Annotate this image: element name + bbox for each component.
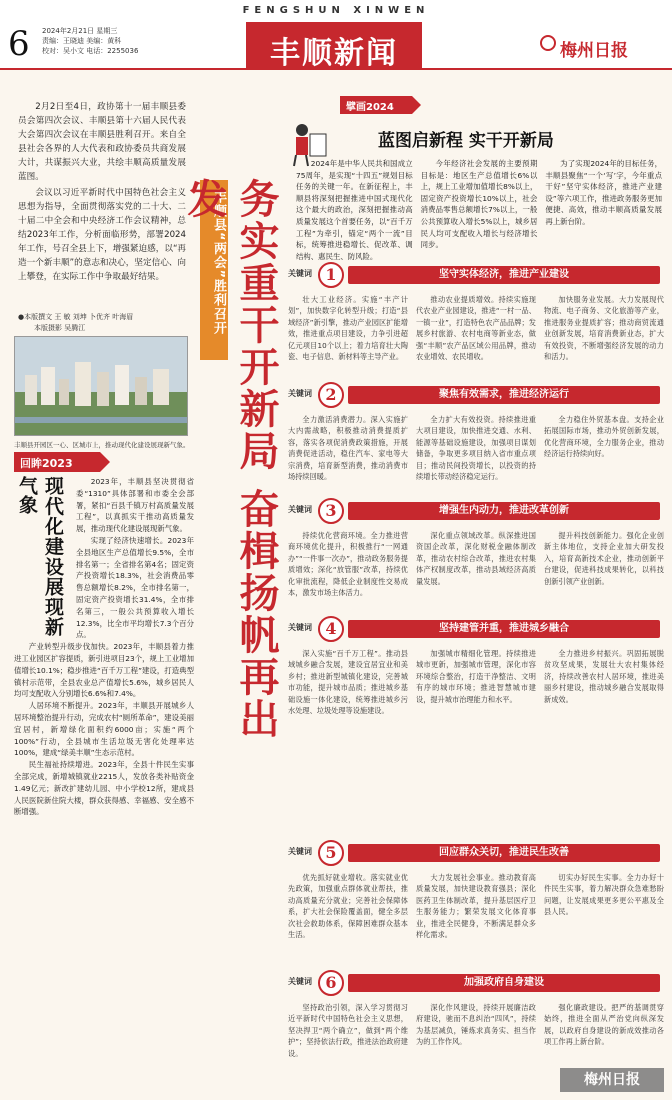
section-col: 全力推进乡村振兴。巩固拓展脱贫攻坚成果，发展壮大农村集体经济，持续改善农村人居环境，推进美丽乡村建设，推动城乡融合发展取得新成效。 <box>544 649 664 704</box>
section-title: 增强生内动力，推进改革创新 <box>439 505 569 516</box>
review-paragraph: 民生福祉持续增进。2023年，全县十件民生实事全部完成，新增城镇就业2215人，发放各类补贴资金1.49亿元；新改扩建幼儿园、中小学校12所，建成县人民医院新住院大楼，群众获得感、幸福感、安全感不断增强。 <box>14 760 194 817</box>
section-keyword: 关键词 <box>288 505 312 514</box>
intro-paragraph: 2月2日至4日，政协第十一届丰顺县委员会第四次会议、丰顺县第十六届人民代表大会第四次会议在丰顺县胜利召开。来自全县社会各界的人大代表和政协委员共商发展大计，共谋振兴大业，共绘丰顺高质量发展蓝图。 <box>18 102 186 182</box>
section-header <box>288 616 664 644</box>
section-col: 大力发展社会事业。推动教育高质量发展，加快建设教育强县；深化医药卫生体制改革，提升基层医疗卫生服务能力；繁荣发展文化体育事业，推进全民健身，不断满足群众多样化需求。 <box>416 873 536 940</box>
section-title-bar <box>348 502 660 520</box>
section-2 <box>288 382 664 498</box>
plan-title: 蓝图启新程 实干开新局 <box>378 131 554 151</box>
section-title: 回应群众关切，推进民生改善 <box>439 847 569 858</box>
section-4 <box>288 616 664 736</box>
section-col: 切实办好民生实事。全力办好十件民生实事，着力解决群众急难愁盼问题，让发展成果更多更公平惠及全县人民。 <box>544 873 664 917</box>
section-title: 丰顺新闻 <box>270 36 398 71</box>
section-title: 坚持建管并重，推进城乡融合 <box>439 623 569 634</box>
section-col: 推动农业提质增效。持续实施现代农业产业园建设，推进“一村一品、一镇一业”，打造特色农产品品牌；发展乡村旅游、农村电商等新业态，做强“丰顺”农产品区域公用品牌，推动农业增效、农民增收。 <box>416 295 536 362</box>
city-skyline-image <box>15 337 188 436</box>
section-header <box>288 970 664 998</box>
section-number: 4 <box>318 616 344 642</box>
section-title-box <box>246 22 422 71</box>
page-number: 6 <box>8 24 30 64</box>
section-number: 1 <box>318 262 344 288</box>
review-banner-arrow <box>100 452 110 472</box>
info-date: 2024年2月21日 星期三 <box>42 27 118 35</box>
plan-lead-col: 2024年是中华人民共和国成立75周年，是实现“十四五”规划目标任务的关键一年。在新征程上，丰顺县将深刻把握推进中国式现代化这个最大的政治，深刻把握推动高质量发展这个首要任务，以“百千万工程”为牵引，锚定“两个一流”目标，统筹推进稳增长、促改革、调结构、惠民生、防风险。 <box>296 159 413 261</box>
section-col: 加快服务业发展。大力发展现代物流、电子商务、文化旅游等产业，推进服务业提质扩容；推动商贸流通业创新发展，培育消费新业态，扩大有效投资，不断增强经济发展的动力和活力。 <box>544 295 664 362</box>
byline-photographer: 本版摄影 吴腾江 <box>34 324 86 332</box>
plan-lead-col: 为了实现2024年的目标任务，丰顺县聚焦“一个‘写’字，今年重点干好”坚守实体经济，推进产业建设”等六项工作，推进政务服务更加便捷、高效，推动丰顺高质量发展再上新台阶。 <box>545 159 663 226</box>
review-text <box>14 476 194 818</box>
newspaper-name: 梅州日报 <box>560 41 628 61</box>
section-col: 壮大工业经济。实施“丰产计划”，加快数字化转型升级；打造“县域经济”新引擎，推动产业园区扩能增效，推进重点项目建设，力争引进超亿元项目10个以上；着力培育壮大陶瓷、电子信息、新材料等主导产业。 <box>288 295 408 362</box>
section-5 <box>288 840 664 970</box>
plan-lead <box>296 158 663 261</box>
english-name: FENGSHUN XINWEN <box>242 5 430 16</box>
section-body <box>288 1002 664 1059</box>
section-header <box>288 382 664 410</box>
review-banner: 回眸2023 <box>14 452 100 472</box>
section-body <box>288 414 664 482</box>
section-title-bar <box>348 620 660 638</box>
edition-info <box>42 26 138 56</box>
main-headline: 务实重干开新局 奋楫扬帆再出发 <box>181 178 279 740</box>
info-editor: 责编：王晓迪 美编：黄科 <box>42 37 122 45</box>
newspaper-logo-icon <box>540 35 556 51</box>
section-keyword: 关键词 <box>288 269 312 278</box>
plan-lead-col: 今年经济社会发展的主要预期目标是：地区生产总值增长6%以上，规上工业增加值增长8%以上，固定资产投资增长10%以上，社会消费品零售总额增长7%以上，一般公共预算收入增长5%以上，城乡居民人均可支配收入增长与经济增长同步。 <box>420 159 538 250</box>
section-body <box>288 648 664 716</box>
section-body <box>288 872 664 940</box>
section-col: 持续优化营商环境。全力推进营商环境优化提升，积极推行“一网通办”“一件事一次办”，推动政务服务提质增效；深化“放管服”改革，持续优化审批流程，降低企业制度性交易成本，激发市场主体活力。 <box>288 531 408 598</box>
section-title: 坚守实体经济，推进产业建设 <box>439 269 569 280</box>
section-header <box>288 262 664 290</box>
section-number: 2 <box>318 382 344 408</box>
section-col: 深入实施“百千万工程”。推动县域城乡融合发展，建设宜居宜业和美乡村；推进新型城镇化建设，完善城市功能，提升城市品质；推进城乡基础设施一体化建设，统筹推进城乡污水处理、垃圾处理等设施建设。 <box>288 649 408 716</box>
section-title-bar <box>348 844 660 862</box>
photo-caption: 丰顺县开园区一心、区城市上，推动现代化建设展现新气象。 <box>14 441 190 449</box>
review-paragraph: 产业转型升级步伐加快。2023年，丰顺县着力推进工业园区扩容提质，新引进项目23个，规上工业增加值增长10.1%；稳步推进“百千万工程”建设，打造典型镇村示范带，全县农业总产值增长5.6%，城乡居民人均可支配收入分别增长6.6%和7.4%。 <box>14 642 194 699</box>
intro-paragraph: 会议以习近平新时代中国特色社会主义思想为指导，全面贯彻落实党的二十大、二十届二中全会和中央经济工作会议精神，总结2023年工作，分析面临形势，部署2024年工作，号召全县上下，增强紧迫感，以“再造一个新丰顺”的意志和决心，坚定信心、向上攀登，在实际工作中争取最好结果。 <box>18 188 186 282</box>
section-number: 5 <box>318 840 344 866</box>
headline-subtitle: 丰顺县“两会”胜利召开 <box>211 190 226 336</box>
section-body <box>288 530 664 598</box>
section-header <box>288 498 664 526</box>
byline <box>18 312 133 334</box>
footer-watermark: 梅州日报 <box>560 1068 664 1092</box>
section-col: 深化作风建设，持续开展廉洁政府建设，驰而不息纠治“四风”，持续为基层减负，锤炼求真务实、担当作为的工作作风。 <box>416 1003 536 1047</box>
section-col: 全力激活消费潜力。深入实施扩大内需战略，积极推动消费提质扩容，落实各项促消费政策措施，开展消费促进活动，稳住汽车、家电等大宗消费，培育新型消费，推动消费市场持续回暖。 <box>288 415 408 482</box>
section-3 <box>288 498 664 616</box>
section-header <box>288 840 664 868</box>
byline-writers: ●本版撰文 王 敏 刘坤 卜优齐 叶海眉 <box>18 313 134 321</box>
section-keyword: 关键词 <box>288 623 312 632</box>
masthead <box>0 0 672 76</box>
review-headline: 现代化建设展现新气象 <box>16 476 64 636</box>
review-paragraph: 2023年，丰顺县坚决贯彻省委“1310”具体部署和市委全会部署，紧扣“百县千镇万村高质量发展工程”，以真抓实干推动高质量发展，推动现代化建设展现新气象。 <box>76 477 194 534</box>
review-paragraph: 实现了经济快速增长。2023年全县地区生产总值增长9.5%，全市排名第一；全省排名第4名；固定资产投资增长18.3%，社会消费品零售总额增长8.2%，全市排名第一，固定资产投资增长31.4%，全市排名第三，一般公共预算收入增长12.3%，比全市平均增长7.3个百分点。 <box>76 535 194 640</box>
section-title: 加强政府自身建设 <box>464 977 544 988</box>
section-body <box>288 294 664 362</box>
intro-text <box>18 100 186 286</box>
section-number: 3 <box>318 498 344 524</box>
section-col: 全力稳住外贸基本盘。支持企业拓展国际市场，推动外贸创新发展，优化营商环境，全力服务企业，推动经济运行持续向好。 <box>544 415 664 459</box>
section-6 <box>288 970 664 1070</box>
section-keyword: 关键词 <box>288 847 312 856</box>
section-col: 强化廉政建设。把严的基调贯穿始终，推进全面从严治党向纵深发展，以政府自身建设的新成效推动各项工作再上新台阶。 <box>544 1003 664 1047</box>
section-1 <box>288 262 664 382</box>
review-paragraph: 人居环境不断提升。2023年，丰顺县开展城乡人居环境整治提升行动，完成农村“厕所革命”，建设美丽宜居村，新增绿化面积约6000亩；实施“两个100%”行动，全县城市生活垃圾无害化处理率达100%，建成“绿美丰顺”生态示范村。 <box>14 701 194 758</box>
section-keyword: 关键词 <box>288 389 312 398</box>
info-proofreader: 校对：吴小文 电话：2255036 <box>42 47 139 55</box>
plan-banner-arrow <box>412 96 421 114</box>
section-number: 6 <box>318 970 344 996</box>
masthead-top <box>0 0 672 22</box>
section-col: 深化重点领域改革。纵深推进国资国企改革，深化财税金融体制改革，推动农村综合改革，推进农村集体产权制度改革，推动县域经济高质量发展。 <box>416 531 536 586</box>
section-title: 聚焦有效需求，推进经济运行 <box>439 389 569 400</box>
section-col: 优先抓好就业增收。落实就业优先政策，加强重点群体就业帮扶，推动高质量充分就业；完善社会保障体系，扩大社会保险覆盖面，健全多层次社会救助体系，保障困难群众基本生活。 <box>288 873 408 940</box>
section-title-bar <box>348 266 660 284</box>
plan-banner: 擘画2024 <box>340 96 412 114</box>
section-col: 全力扩大有效投资。持续推进重大项目建设，加快推进交通、水利、能源等基础设施建设，加强项目谋划储备，争取更多项目纳入省市重点项目；推动民间投资增长，以投资的持续增长带动经济稳定运行。 <box>416 415 536 482</box>
section-keyword: 关键词 <box>288 977 312 986</box>
section-col: 坚持政治引领，深入学习贯彻习近平新时代中国特色社会主义思想，坚决捍卫“两个确立”，做到“两个维护”；坚持依法行政，推进法治政府建设。 <box>288 1003 408 1058</box>
section-col: 加强城市精细化管理。持续推进城市更新，加强城市管理，深化市容环境综合整治，打造干净整洁、文明有序的城市环境；推进智慧城市建设，提升城市治理能力和水平。 <box>416 649 536 704</box>
section-title-bar <box>348 386 660 404</box>
county-photo <box>14 336 188 436</box>
review-headline-spacer <box>14 476 70 636</box>
section-title-bar <box>348 974 660 992</box>
section-col: 提升科技创新能力。强化企业创新主体地位，支持企业加大研发投入，培育高新技术企业，推动创新平台建设，促进科技成果转化，以科技创新引领产业创新。 <box>544 531 664 586</box>
